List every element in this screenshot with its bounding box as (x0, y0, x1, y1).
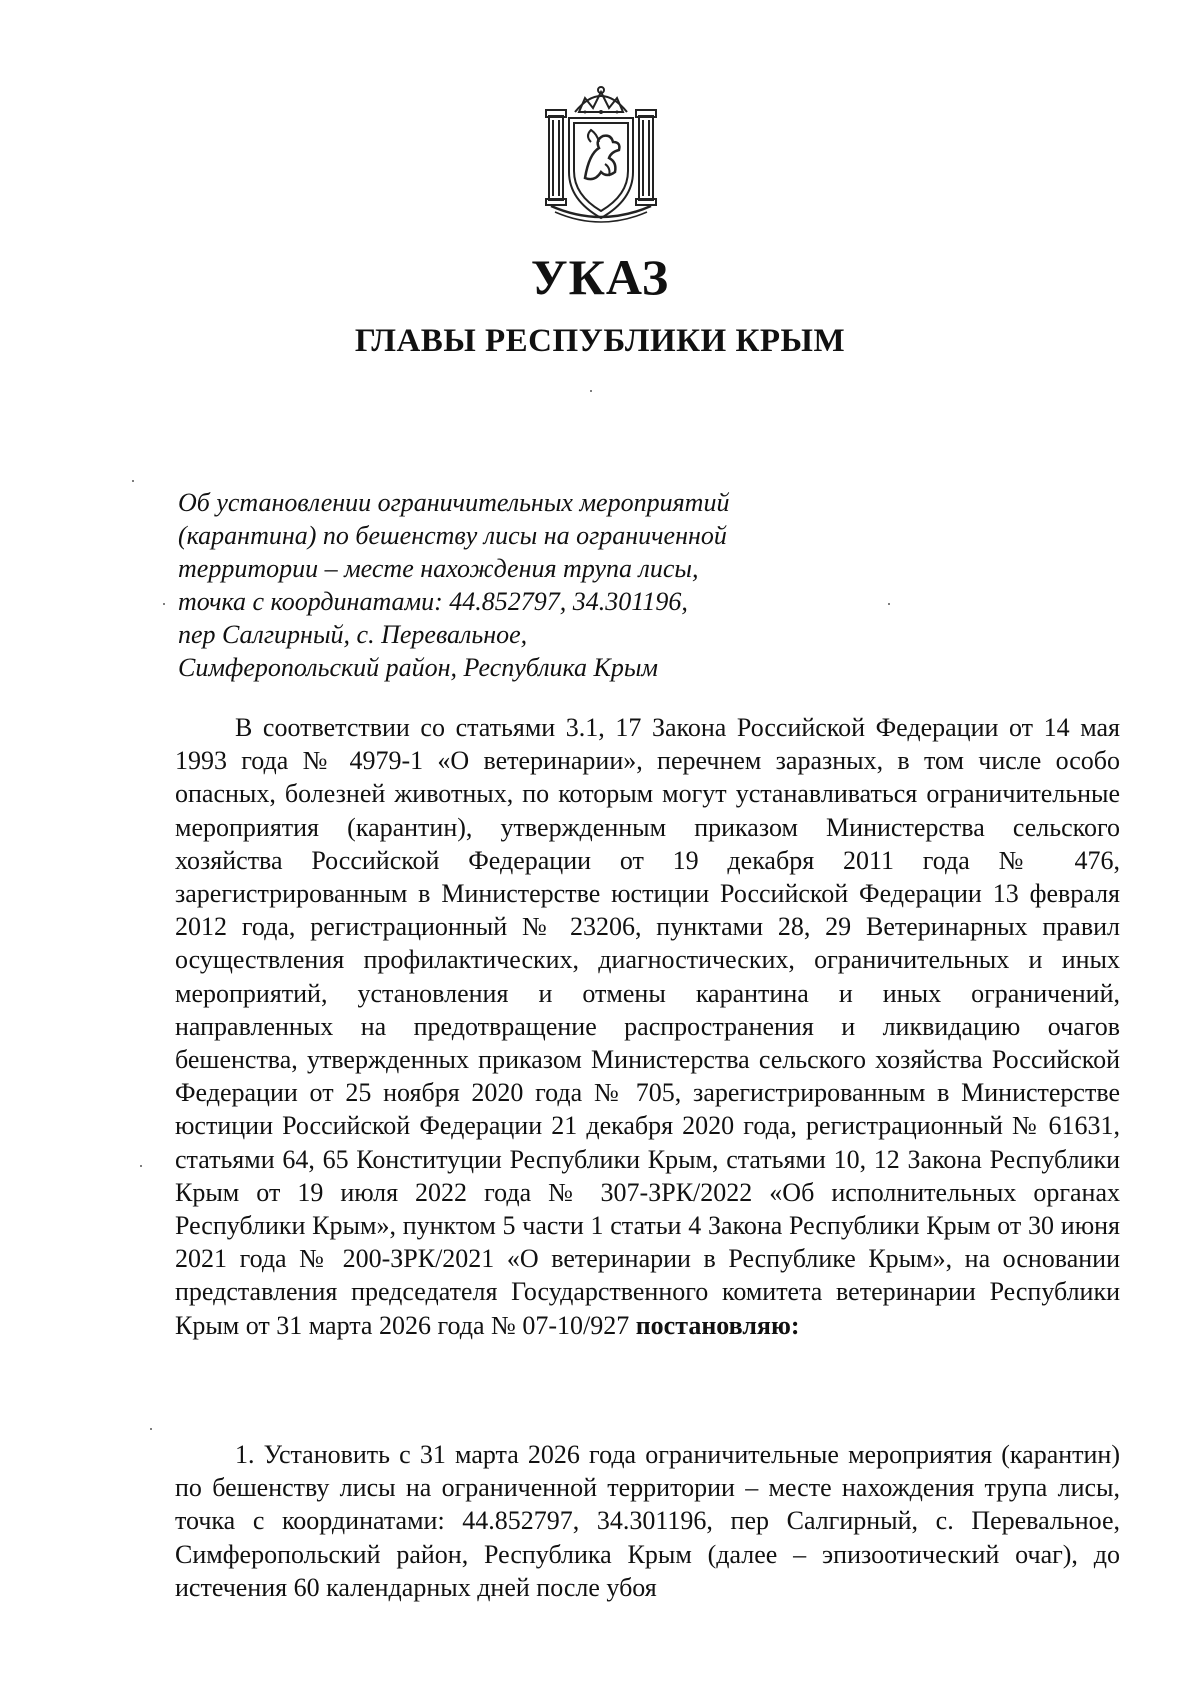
preamble-text: В соответствии со статьями 3.1, 17 Закона Российской Федерации от 14 мая 1993 года № 4979-1 «О ветеринарии», перечнем заразных, в том числе особо опасных, болезней животных, по которым могут устанавливаться ограничительные мероприятия (карантин), утвержденным приказом Министерства сельского хозяйства Российской Федерации от 19 декабря 2011 года № 476, зарегистрированным в Министерстве юстиции Российской Федерации 13 февраля 2012 года, регистрационный № 23206, пунктами 28, 29 Ветеринарных правил осуществления профилактических, диагностических, ограничительных и иных мероприятий, установления и отмены карантина и иных ограничений, направленных на предотвращение распространения и ликвидацию очагов бешенства, утвержденных приказом Министерства сельского хозяйства Российской Федерации от 25 ноября 2020 года № 705, зарегистрированным в Министерстве юстиции Российской Федерации 21 декабря 2020 года, регистрационный № 61631, статьями 64, 65 Конституции Республики Крым, статьями 10, 12 Закона Республики Крым от 19 июля 2022 года № 307-ЗРК/2022 «Об исполнительных органах Республики Крым», пунктом 5 части 1 статьи 4 Закона Республики Крым от 30 июня 2021 года № 200-ЗРК/2021 «О ветеринарии в Республике Крым», на основании представления председателя Государственного комитета ветеринарии Республики Крым от 31 марта 2026 года № 07-10/927 (175, 713, 1120, 1340)
scan-speck (590, 390, 592, 392)
subject-line: (карантина) по бешенству лисы на ограниченной (178, 521, 727, 550)
subject-line: Симферопольский район, Республика Крым (178, 653, 659, 682)
scan-speck (163, 603, 165, 605)
scan-speck (132, 480, 134, 482)
decree-word: постановляю: (635, 1310, 800, 1340)
scan-speck (888, 603, 890, 605)
document-issuer: ГЛАВЫ РЕСПУБЛИКИ КРЫМ (354, 323, 846, 359)
preamble-paragraph (175, 711, 1120, 1342)
subject-line: точка с координатами: 44.852797, 34.301196, (178, 587, 688, 616)
crimea-coat-of-arms-icon (545, 82, 657, 224)
item-1-paragraph: 1. Установить с 31 марта 2026 года ограничительные мероприятия (карантин) по бешенству лисы на ограниченной территории – месте нахождения трупа лисы, точка с координатами: 44.852797, 34.301196, пер Салгирный, с. Перевальное, Симферопольский район, Республика Крым (далее – эпизоотический очаг), до истечения 60 календарных дней после убоя (175, 1440, 1120, 1602)
document-subject (178, 486, 878, 684)
scan-speck (150, 1428, 152, 1430)
subject-line: территории – месте нахождения трупа лисы, (178, 554, 699, 583)
scan-speck (140, 1165, 142, 1167)
subject-line: Об установлении ограничительных мероприятий (178, 488, 730, 517)
subject-line: пер Салгирный, с. Перевальное, (178, 620, 528, 649)
document-title: УКАЗ (530, 249, 670, 305)
